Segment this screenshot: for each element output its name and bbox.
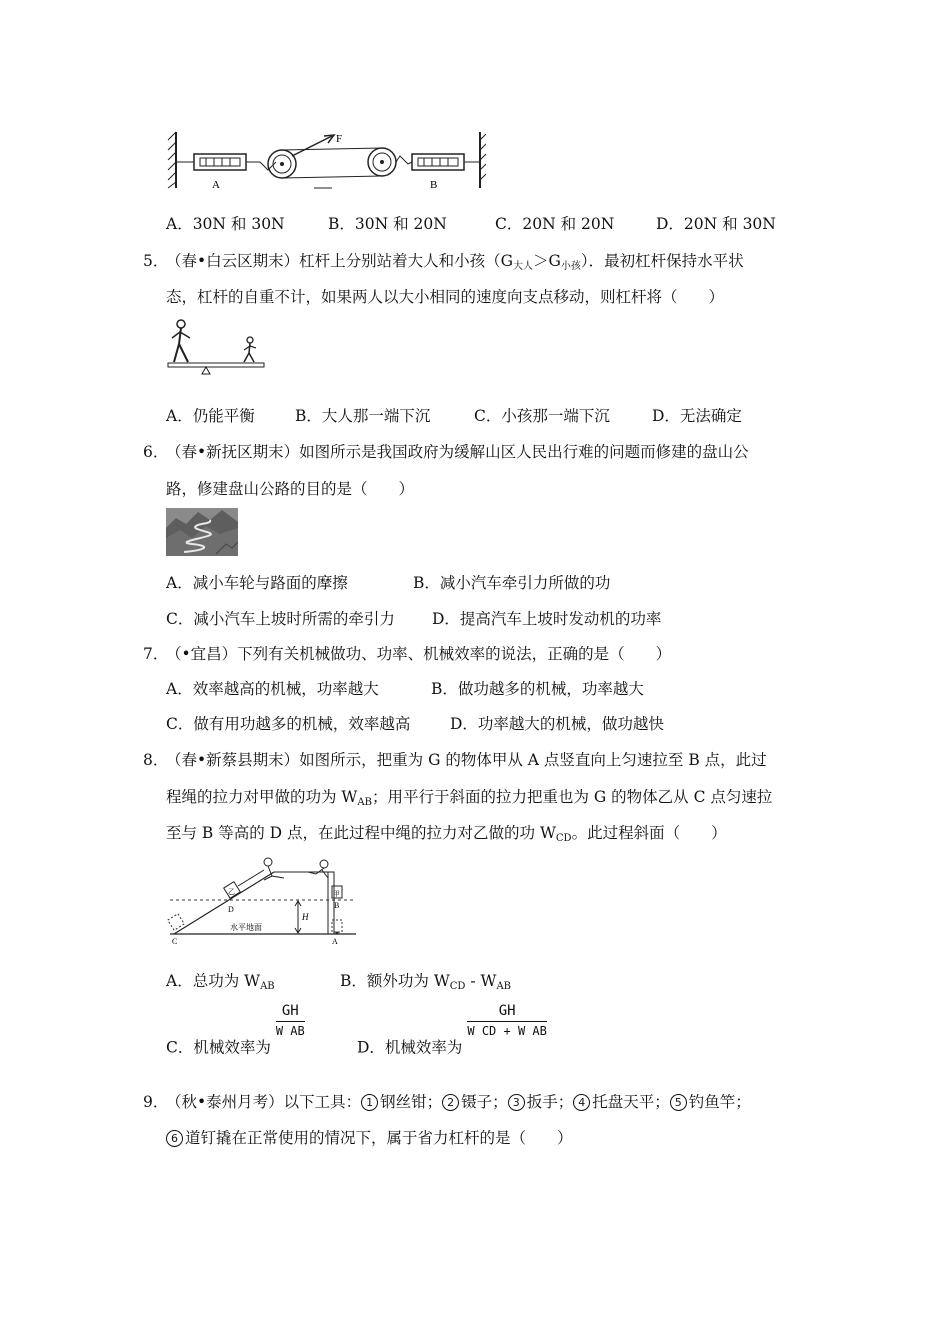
q8-option-b-text: B．额外功为 W [340,972,450,990]
q4-label-a: A [212,179,220,190]
q9-number: 9． [143,1093,169,1111]
q6-number: 6． [143,443,169,461]
q9-item-3-marker: 3 [508,1094,525,1111]
q8-label-c: C [172,937,178,946]
q8-figure [164,856,360,948]
q6-mountain-road-photo [166,508,238,556]
q8-option-b-mid: ‑ W [465,972,497,990]
q8-option-d-numerator: GH [467,1003,546,1022]
q4-label-b: B [430,179,438,190]
q8-option-c-numerator: GH [276,1003,305,1022]
q5-option-d[interactable]: D．无法确定 [652,407,742,425]
q8-option-c-text: C．机械效率为 [166,1038,271,1057]
q8-label-b: B [334,901,340,910]
q5-option-c[interactable]: C．小孩那一端下沉 [474,407,610,425]
q4-option-b[interactable]: B．30N 和 20N [328,215,447,233]
q9-item-2-marker: 2 [442,1094,459,1111]
q7-option-d[interactable]: D．功率越大的机械，做功越快 [450,715,664,733]
q9-line-1-a: （秋•泰州月考）以下工具： [166,1093,362,1111]
q8-line-3-b: 。此过程斜面（ ） [571,824,727,842]
q4-label-f: F [336,133,343,145]
q8-number: 8． [143,751,169,769]
q5-line-1 [166,249,744,272]
q7-number: 7． [143,645,169,663]
q6-line-2: 路，修建盘山公路的目的是（ ） [166,480,415,498]
q8-label-jia: 甲 [333,890,340,898]
q8-line-3-a: 至与 B 等高的 D 点，在此过程中绳的拉力对乙做的功 W [166,824,556,842]
q8-line-2 [166,785,772,808]
q9-item-2 [442,1093,508,1111]
q6-line-1: （春•新抚区期末）如图所示是我国政府为缓解山区人民出行难的问题而修建的盘山公 [166,443,749,461]
q9-line-1 [166,1090,751,1112]
q9-item-6-marker: 6 [166,1130,183,1147]
q8-label-a: A [332,937,338,946]
q5-text-a: （春•白云区期末）杠杆上分别站着大人和小孩（G [166,252,514,270]
q8-line-3-sub: CD [555,833,572,844]
q8-label-d: D [228,905,234,914]
q7-option-b[interactable]: B．做功越多的机械，功率越大 [431,680,644,698]
q8-option-a-text: A．总功为 W [166,972,261,990]
q4-option-d[interactable]: D．20N 和 30N [656,215,776,233]
q5-text-mid: ＞G [533,252,561,270]
q6-option-b[interactable]: B．减小汽车牵引力所做的功 [413,574,611,592]
q5-line-2: 态，杠杆的自重不计，如果两人以大小相同的速度向支点移动，则杠杆将（ ） [166,288,725,306]
q8-label-h: H [302,912,309,922]
q4-option-c[interactable]: C．20N 和 20N [495,215,615,233]
q5-option-a[interactable]: A．仍能平衡 [166,407,255,425]
q9-item-5 [670,1093,751,1111]
q5-figure [166,318,266,376]
q8-line-2-sub: AB [357,797,372,808]
q7-line-1: （•宜昌）下列有关机械做功、功率、机械效率的说法，正确的是（ ） [166,645,672,663]
q8-option-c[interactable] [166,1003,305,1058]
q8-label-yi: 乙 [228,888,235,896]
q9-line-2 [166,1126,573,1148]
q9-item-5-marker: 5 [670,1094,687,1111]
q8-option-d-denominator: W CD + W AB [467,1024,547,1038]
q5-sub-1: 大人 [513,261,534,272]
q9-item-4 [573,1093,670,1111]
q8-ground-label: 水平地面 [230,923,262,932]
q7-option-c[interactable]: C．做有用功越多的机械，效率越高 [166,715,411,733]
q6-option-a[interactable]: A．减小车轮与路面的摩擦 [166,574,348,592]
q8-option-a[interactable] [166,969,275,992]
q8-option-d[interactable] [357,1003,547,1058]
q5-text-b: ）．最初杠杆保持水平状 [580,252,744,270]
q8-option-d-text: D．机械效率为 [357,1038,463,1057]
q8-option-a-sub: AB [260,981,275,992]
q8-option-c-denominator: W AB [275,1024,305,1038]
q9-item-2-text: 镊子； [461,1093,508,1111]
q4-figure [164,126,486,190]
q8-line-3 [166,821,727,844]
q5-option-b[interactable]: B．大人那一端下沉 [295,407,431,425]
q9-item-3-text: 扳手； [526,1093,574,1111]
q5-sub-2: 小孩 [560,261,581,272]
q8-line-1: （春•新蔡县期末）如图所示，把重为 G 的物体甲从 A 点竖直向上匀速拉至 B 点，此过 [166,751,767,769]
q4-option-a[interactable]: A．30N 和 30N [166,215,285,233]
q9-item-1-marker: 1 [361,1094,378,1111]
q9-item-4-text: 托盘天平； [592,1093,670,1111]
q9-item-5-text: 钓鱼竿； [688,1093,751,1111]
q8-line-2-b: ；用平行于斜面的拉力把重也为 G 的物体乙从 C 点匀速拉 [371,788,773,806]
q9-item-3 [508,1093,574,1111]
q8-option-b-sub-2: AB [496,981,512,992]
q6-option-d[interactable]: D．提高汽车上坡时发动机的功率 [432,610,662,628]
q9-item-1-text: 钢丝钳； [380,1093,443,1111]
q8-option-c-fraction [276,1003,305,1038]
q8-option-b-sub-1: CD [449,981,466,992]
q7-option-a[interactable]: A．效率越高的机械，功率越大 [166,680,379,698]
q9-item-1 [361,1093,442,1111]
q5-number: 5． [143,252,169,270]
q8-option-d-fraction [467,1003,546,1038]
q9-item-4-marker: 4 [573,1094,590,1111]
q9-line-2-text: 道钉撬在正常使用的情况下，属于省力杠杆的是（ ） [185,1129,573,1147]
q6-option-c[interactable]: C．减小汽车上坡时所需的牵引力 [166,610,395,628]
q8-line-2-a: 程绳的拉力对甲做的功为 W [166,788,358,806]
q8-option-b[interactable] [340,969,511,992]
